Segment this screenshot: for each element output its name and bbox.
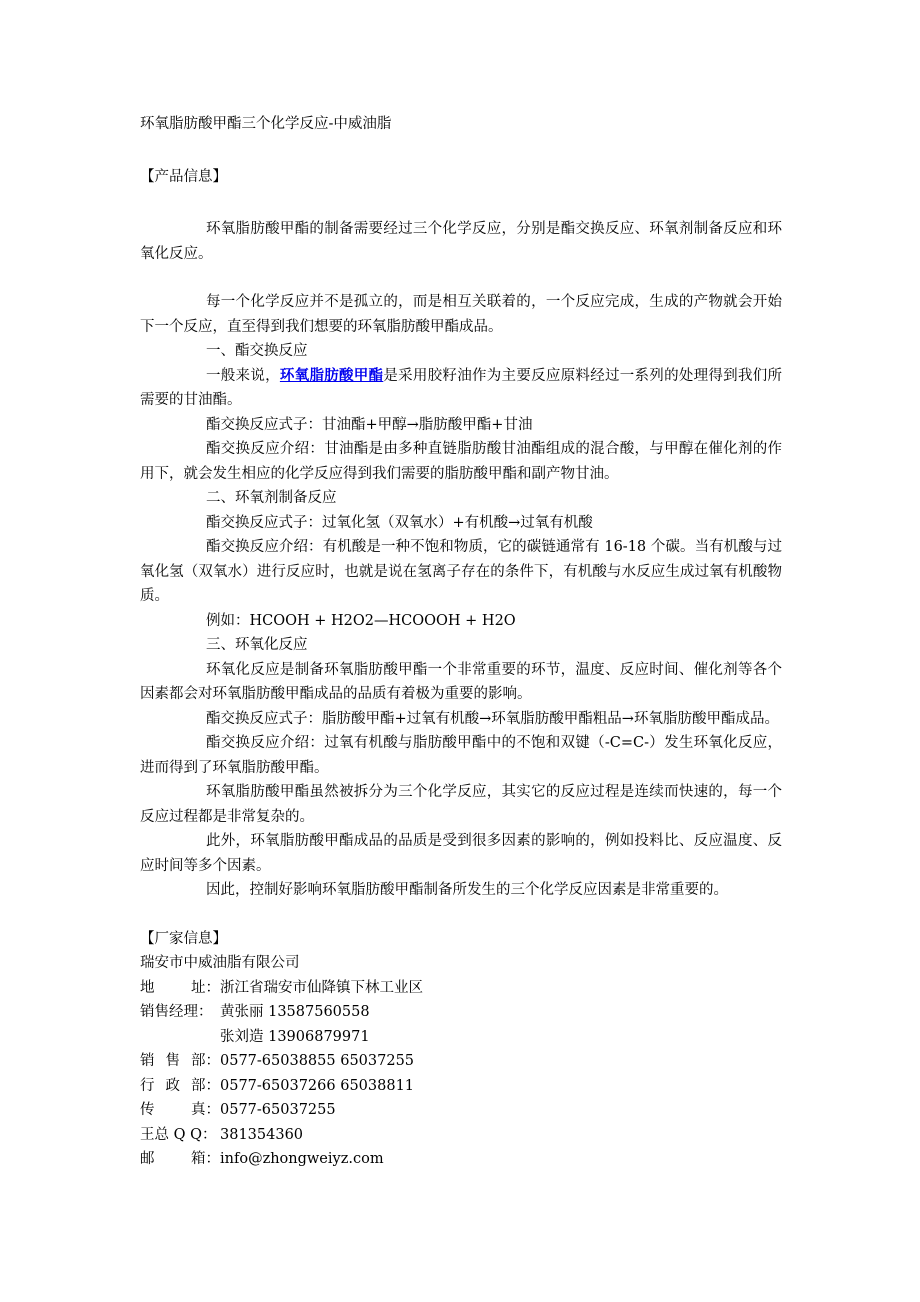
email-value: info@zhongweiyz.com (220, 1151, 384, 1167)
sales-dept-label: 销 售 部： (140, 1053, 220, 1069)
conclusion-paragraph-1: 环氧脂肪酸甲酯虽然被拆分为三个化学反应，其实它的反应过程是连续而快速的，每一个反应过程都是非常复杂的。 (140, 784, 782, 825)
section-1-text-after: 是采用胶籽油作为主要反应原料经过一系列的处理得到我们所需要的甘油酯。 (140, 367, 783, 408)
email-label: 邮 箱： (140, 1151, 220, 1167)
admin-dept-value: 0577-65037266 65038811 (220, 1077, 415, 1094)
intro-paragraph-1: 环氧脂肪酸甲酯的制备需要经过三个化学反应，分别是酯交换反应、环氧剂制备反应和环氧化反应。 (140, 221, 782, 262)
fax-value: 0577-65037255 (220, 1102, 336, 1118)
qq-value: 381354360 (220, 1126, 304, 1143)
contact-address (140, 976, 782, 1001)
section-1-title: 一、酯交换反应 (206, 343, 308, 359)
section-2-example: 例如：HCOOH + H2O2—HCOOOH + H2O (206, 612, 516, 629)
sales-manager-1: 黄张丽 13587560558 (220, 1004, 370, 1020)
contact-admin-dept (140, 1074, 782, 1099)
company-name: 瑞安市中威油脂有限公司 (140, 955, 300, 971)
section-3-paragraph: 环氧化反应是制备环氧脂肪酸甲酯一个非常重要的环节，温度、反应时间、催化剂等各个因素都会对环氧脂肪酸甲酯成品的品质有着极为重要的影响。 (140, 661, 782, 702)
sales-dept-value: 0577-65038855 65037255 (220, 1053, 415, 1069)
contact-sales-manager-2 (140, 1025, 782, 1050)
section-1-text-before: 一般来说， (206, 367, 280, 384)
document-title: 环氧脂肪酸甲酯三个化学反应-中威油脂 (140, 116, 392, 132)
section-1-formula: 酯交换反应式子：甘油酯+甲醇→脂肪酸甲酯+甘油 (206, 416, 533, 433)
intro-paragraph-2: 每一个化学反应并不是孤立的，而是相互关联着的，一个反应完成，生成的产物就会开始下一个反应，直至得到我们想要的环氧脂肪酸甲酯成品。 (140, 294, 782, 335)
conclusion-paragraph-3: 因此，控制好影响环氧脂肪酸甲酯制备所发生的三个化学反应因素是非常重要的。 (206, 882, 728, 898)
contact-fax (140, 1098, 782, 1123)
sales-manager-label: 销售经理： (140, 1004, 213, 1020)
product-keyword-link[interactable]: 环氧脂肪酸甲酯 (279, 367, 384, 384)
section-2-formula: 酯交换反应式子：过氧化氢（双氧水）+有机酸→过氧有机酸 (206, 514, 593, 531)
section-3-intro: 酯交换反应介绍：过氧有机酸与脂肪酸甲酯中的不饱和双键（-C=C-）发生环氧化反应，进而得到了环氧脂肪酸甲酯。 (140, 735, 782, 776)
qq-label: 王总 Q Q： (140, 1126, 217, 1143)
section-2-title: 二、环氧剂制备反应 (206, 490, 337, 506)
contact-qq (140, 1123, 782, 1148)
contact-sales-dept (140, 1049, 782, 1074)
document-page (140, 112, 782, 1172)
address-value: 浙江省瑞安市仙降镇下林工业区 (220, 979, 423, 996)
contact-sales-manager (140, 1000, 782, 1025)
address-label: 地 址： (140, 979, 220, 996)
fax-label: 传 真： (140, 1102, 220, 1118)
section-1-intro: 酯交换反应介绍：甘油酯是由多种直链脂肪酸甘油酯组成的混合酸，与甲醇在催化剂的作用下，就会发生相应的化学反应得到我们需要的脂肪酸甲酯和副产物甘油。 (140, 441, 782, 482)
contact-email (140, 1147, 782, 1172)
admin-dept-label: 行 政 部： (140, 1077, 220, 1094)
conclusion-paragraph-2: 此外，环氧脂肪酸甲酯成品的品质是受到很多因素的影响的，例如投料比、反应温度、反应时间等多个因素。 (140, 833, 782, 874)
section-1-paragraph (140, 364, 782, 413)
section-3-title: 三、环氧化反应 (206, 637, 308, 653)
section-3-formula: 酯交换反应式子：脂肪酸甲酯+过氧有机酸→环氧脂肪酸甲酯粗品→环氧脂肪酸甲酯成品。 (206, 710, 779, 727)
product-info-header: 【产品信息】 (140, 168, 227, 185)
manufacturer-info-header: 【厂家信息】 (140, 930, 227, 947)
sales-manager-2: 张刘造 13906879971 (220, 1028, 370, 1045)
section-2-intro: 酯交换反应介绍：有机酸是一种不饱和物质，它的碳链通常有 16-18 个碳。当有机酸与过氧化氢（双氧水）进行反应时，也就是说在氢离子存在的条件下，有机酸与水反应生成过氧有机酸物质。 (140, 539, 782, 604)
